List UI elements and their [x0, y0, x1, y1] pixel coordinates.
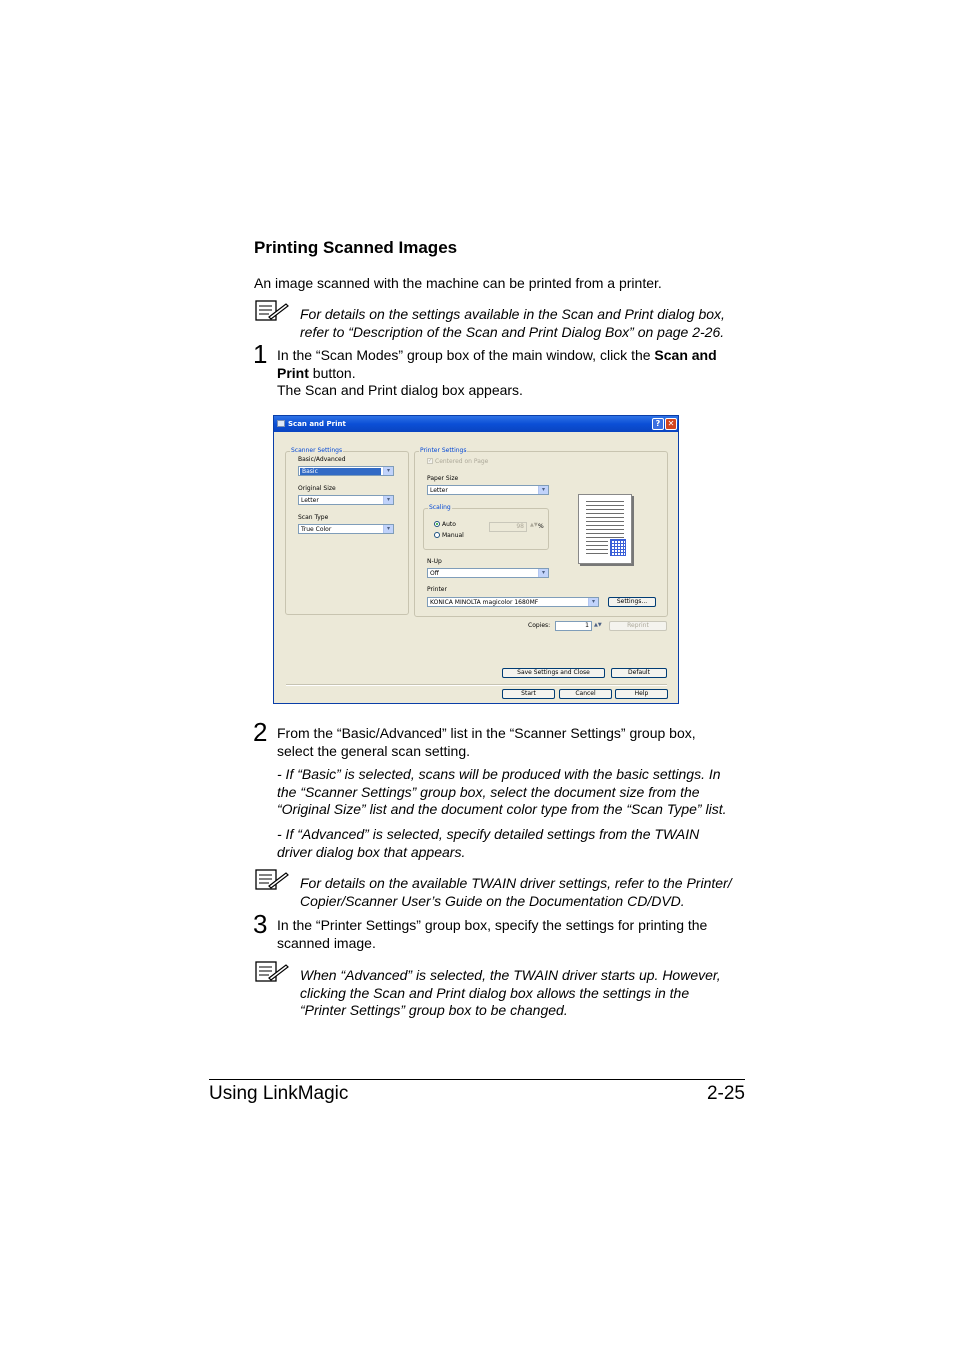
preview-image-icon	[610, 539, 626, 556]
scaling-group	[423, 504, 549, 550]
copies-label: Copies:	[528, 622, 551, 629]
scan-and-print-dialog	[273, 415, 679, 704]
cancel-button[interactable]: Cancel	[559, 689, 612, 699]
help-button[interactable]: Help	[615, 689, 668, 699]
close-icon[interactable]: ✕	[665, 418, 677, 430]
chevron-down-icon: ▾	[383, 496, 393, 504]
percent-label: %	[538, 523, 544, 530]
chevron-down-icon: ▾	[538, 486, 548, 494]
dialog-titlebar	[274, 416, 678, 432]
note-1: For details on the settings available in the Scan and Print dialog box, refer to “Description of the Scan and Print Dialog Box” on page 2-26.	[300, 306, 725, 340]
manual-radio[interactable]	[434, 532, 440, 538]
printer-label: Printer	[427, 586, 447, 593]
basic-advanced-select[interactable]: Basic ▾	[298, 466, 394, 476]
step-1-text: In the “Scan Modes” group box of the main window, click the Scan and Print button. The Scan and Print dialog box appears.	[277, 347, 717, 398]
note-icon	[255, 961, 289, 983]
chevron-down-icon: ▾	[538, 569, 548, 577]
printer-select[interactable]: KONICA MINOLTA magicolor 1680MF ▾	[427, 597, 599, 607]
step-3-number: 3	[253, 909, 268, 939]
note-2: For details on the available TWAIN driver settings, refer to the Printer/ Copier/Scanner User’s Guide on the Documentation CD/DVD.	[300, 875, 732, 909]
help-icon[interactable]: ?	[652, 418, 664, 430]
reprint-button[interactable]: Reprint	[609, 621, 667, 631]
centered-label: Centered on Page	[435, 458, 489, 465]
section-heading: Printing Scanned Images	[254, 238, 458, 257]
note-icon	[255, 300, 289, 322]
chevron-down-icon: ▾	[383, 525, 393, 533]
manual-label: Manual	[442, 532, 464, 539]
printer-settings-title: Printer Settings	[420, 447, 467, 454]
app-icon	[277, 420, 285, 427]
note-3: When “Advanced” is selected, the TWAIN driver starts up. However, clicking the Scan and Print dialog box allows the settings in the “Printer Settings” group box to be changed.	[300, 967, 721, 1018]
paper-size-label: Paper Size	[427, 475, 459, 482]
auto-label: Auto	[442, 521, 456, 528]
dialog-title: Scan and Print	[288, 420, 346, 428]
scaling-title: Scaling	[429, 504, 451, 511]
centered-checkbox[interactable]: ✓	[428, 458, 433, 464]
intro-text: An image scanned with the machine can be printed from a printer.	[254, 275, 662, 291]
dialog-separator	[286, 684, 667, 686]
start-button[interactable]: Start	[502, 689, 555, 699]
original-size-select[interactable]: Letter ▾	[298, 495, 394, 505]
copies-input[interactable]: 1	[555, 621, 592, 631]
step-1-number: 1	[253, 339, 268, 369]
save-settings-close-button[interactable]: Save Settings and Close	[502, 668, 605, 678]
step-2-bullet-basic: - If “Basic” is selected, scans will be produced with the basic settings. In the “Scanner Settings” group box, select the document size from the “Original Size” list and the document color type from the “Scan Type” list.	[277, 766, 727, 817]
footer-rule	[209, 1079, 745, 1080]
footer-title: Using LinkMagic	[209, 1083, 349, 1104]
nup-select[interactable]: Off ▾	[427, 568, 549, 578]
page-preview	[578, 494, 632, 564]
scanner-settings-title: Scanner Settings	[291, 447, 343, 454]
default-button[interactable]: Default	[611, 668, 667, 678]
basic-advanced-label: Basic/Advanced	[298, 456, 346, 463]
step-2-bullet-advanced: - If “Advanced” is selected, specify detailed settings from the TWAIN driver dialog box that appears.	[277, 826, 700, 860]
paper-size-select[interactable]: Letter ▾	[427, 485, 549, 495]
settings-button[interactable]: Settings...	[608, 597, 656, 607]
original-size-label: Original Size	[298, 485, 336, 492]
nup-label: N-Up	[427, 558, 442, 565]
step-2-text: From the “Basic/Advanced” list in the “Scanner Settings” group box, select the general scan setting.	[277, 725, 696, 759]
page-number: 2-25	[706, 1083, 745, 1104]
step-2-number: 2	[253, 717, 268, 747]
copies-spinner[interactable]: ▲▼	[594, 622, 602, 628]
chevron-down-icon: ▾	[588, 598, 598, 606]
auto-radio[interactable]	[434, 521, 440, 527]
scaling-spinner[interactable]: ▲▼	[530, 522, 538, 528]
scaling-input[interactable]: 98	[489, 522, 527, 532]
chevron-down-icon: ▾	[383, 467, 393, 475]
scan-type-label: Scan Type	[298, 514, 329, 521]
scan-type-select[interactable]: True Color ▾	[298, 524, 394, 534]
note-icon	[255, 869, 289, 891]
step-3-text: In the “Printer Settings” group box, specify the settings for printing the scanned image.	[277, 917, 708, 951]
